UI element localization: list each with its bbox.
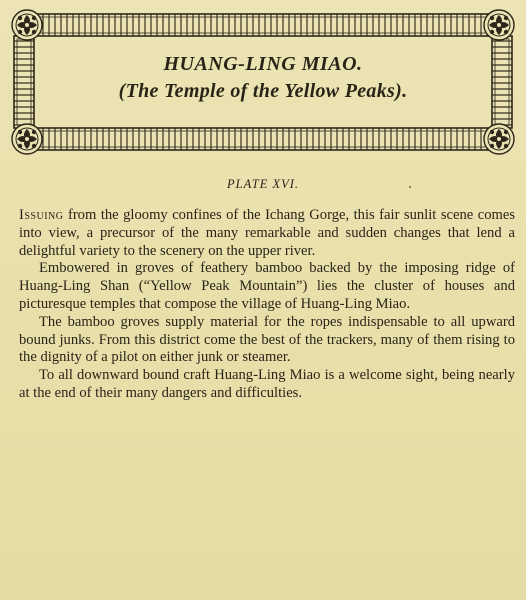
paragraph-1 [19,207,515,260]
speck-mark [409,186,411,188]
paragraph-1-text: from the gloomy confines of the Ichang Gorge, this fair sunlit scene comes into view, a precursor of the many remarkable and sudden changes that lend a delightful variety to the scenery on the upper river. [19,207,515,259]
paragraph-2: Embowered in groves of feathery bamboo backed by the imposing ridge of Huang-Ling Shan (“Yellow Peak Mountain”) lies the cluster of houses and picturesque temples that compose the village of Huang-Ling Miao. [19,260,515,312]
paragraph-4: To all downward bound craft Huang-Ling Miao is a welcome sight, being nearly at the end of their many dangers and difficulties. [19,367,515,401]
page-title: HUANG-LING MIAO. [163,53,363,75]
page-subtitle: (The Temple of the Yellow Peaks). [118,80,408,102]
title-block [10,52,516,104]
plate-number: PLATE XVI. [226,177,300,191]
body-text [19,207,515,403]
drop-lead-word: Issuing [19,207,64,223]
paragraph-3: The bamboo groves supply material for the ropes indispensable to all upward bound junks. From this district come the best of the trackers, many of them rising to the dignity of a pilot on either junk or steamer. [19,313,515,366]
